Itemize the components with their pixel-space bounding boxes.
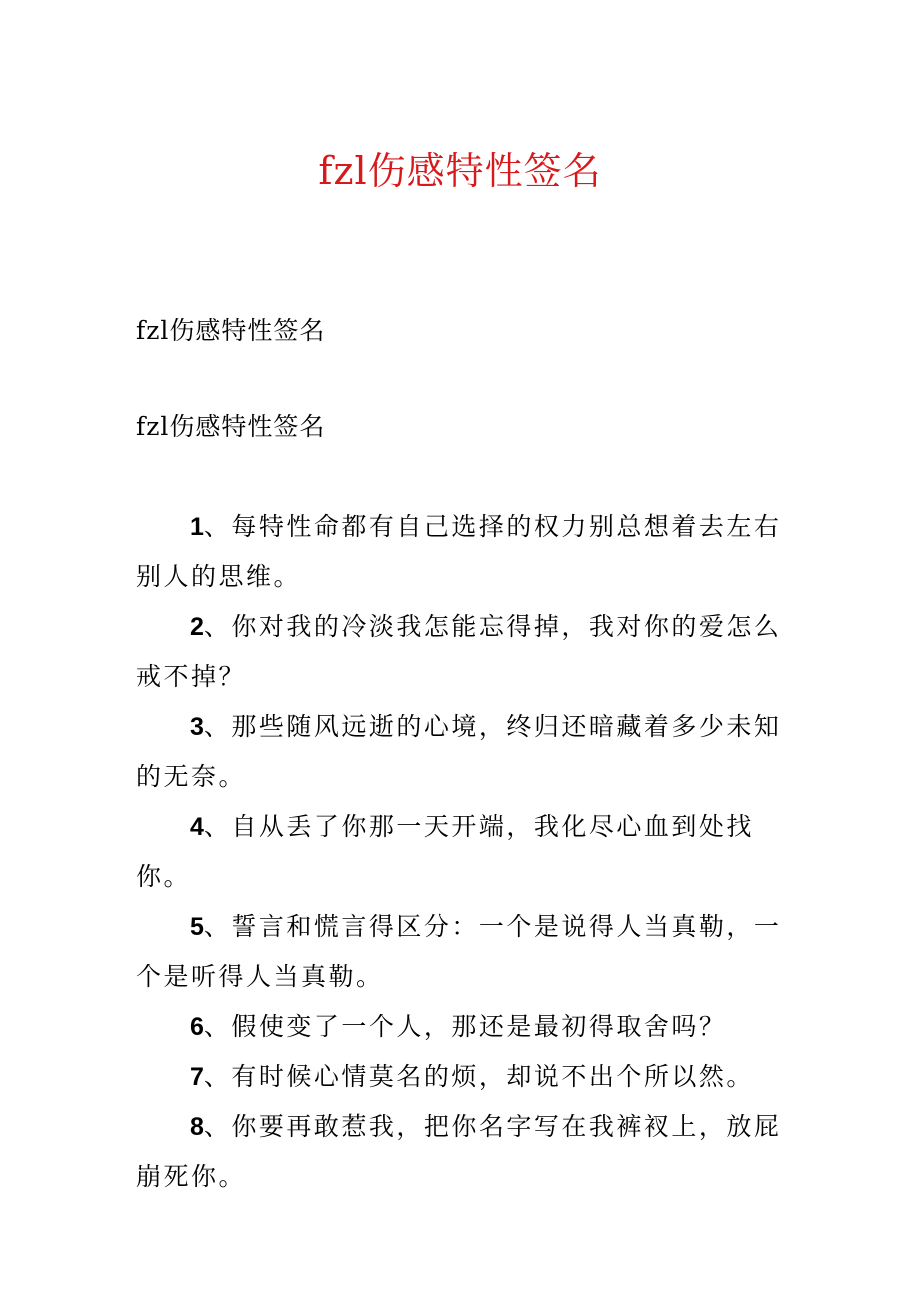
signature-item (136, 1102, 786, 1202)
signature-item (136, 502, 786, 602)
signature-item (136, 902, 786, 1002)
item-number: 8 (190, 1113, 204, 1141)
item-text: 、誓言和慌言得区分：一个是说得人当真勒，一个是听得人当真勒。 (136, 912, 782, 991)
item-number: 7 (190, 1063, 204, 1091)
signature-item (136, 602, 786, 702)
item-text: 、你对我的冷淡我怎能忘得掉，我对你的爱怎么戒不掉？ (136, 612, 782, 691)
signature-item (136, 1052, 786, 1102)
item-text: 、那些随风远逝的心境，终归还暗藏着多少未知的无奈。 (136, 712, 782, 791)
document-title: fzl伤感特性签名 (318, 149, 602, 193)
document-subtitle-repeat: fzl伤感特性签名 (136, 412, 326, 441)
signature-item (136, 802, 786, 902)
item-text: 、每特性命都有自己选择的权力别总想着去左右别人的思维。 (136, 512, 782, 591)
item-text: 、你要再敢惹我，把你名字写在我裤衩上，放屁崩死你。 (136, 1112, 782, 1191)
item-text: 、假使变了一个人，那还是最初得取舍吗？ (203, 1012, 727, 1041)
item-number: 4 (190, 813, 204, 841)
item-number: 2 (190, 613, 204, 641)
item-number: 1 (190, 513, 204, 541)
item-text: 、有时候心情莫名的烦，却说不出个所以然。 (203, 1062, 754, 1091)
item-text: 、自从丢了你那一天开端，我化尽心血到处找你。 (136, 812, 754, 891)
signature-item (136, 1002, 786, 1052)
item-number: 3 (190, 713, 204, 741)
document-subtitle: fzl伤感特性签名 (136, 316, 326, 345)
item-number: 5 (190, 913, 204, 941)
item-number: 6 (190, 1013, 204, 1041)
signature-item (136, 702, 786, 802)
signature-list (136, 502, 786, 1202)
